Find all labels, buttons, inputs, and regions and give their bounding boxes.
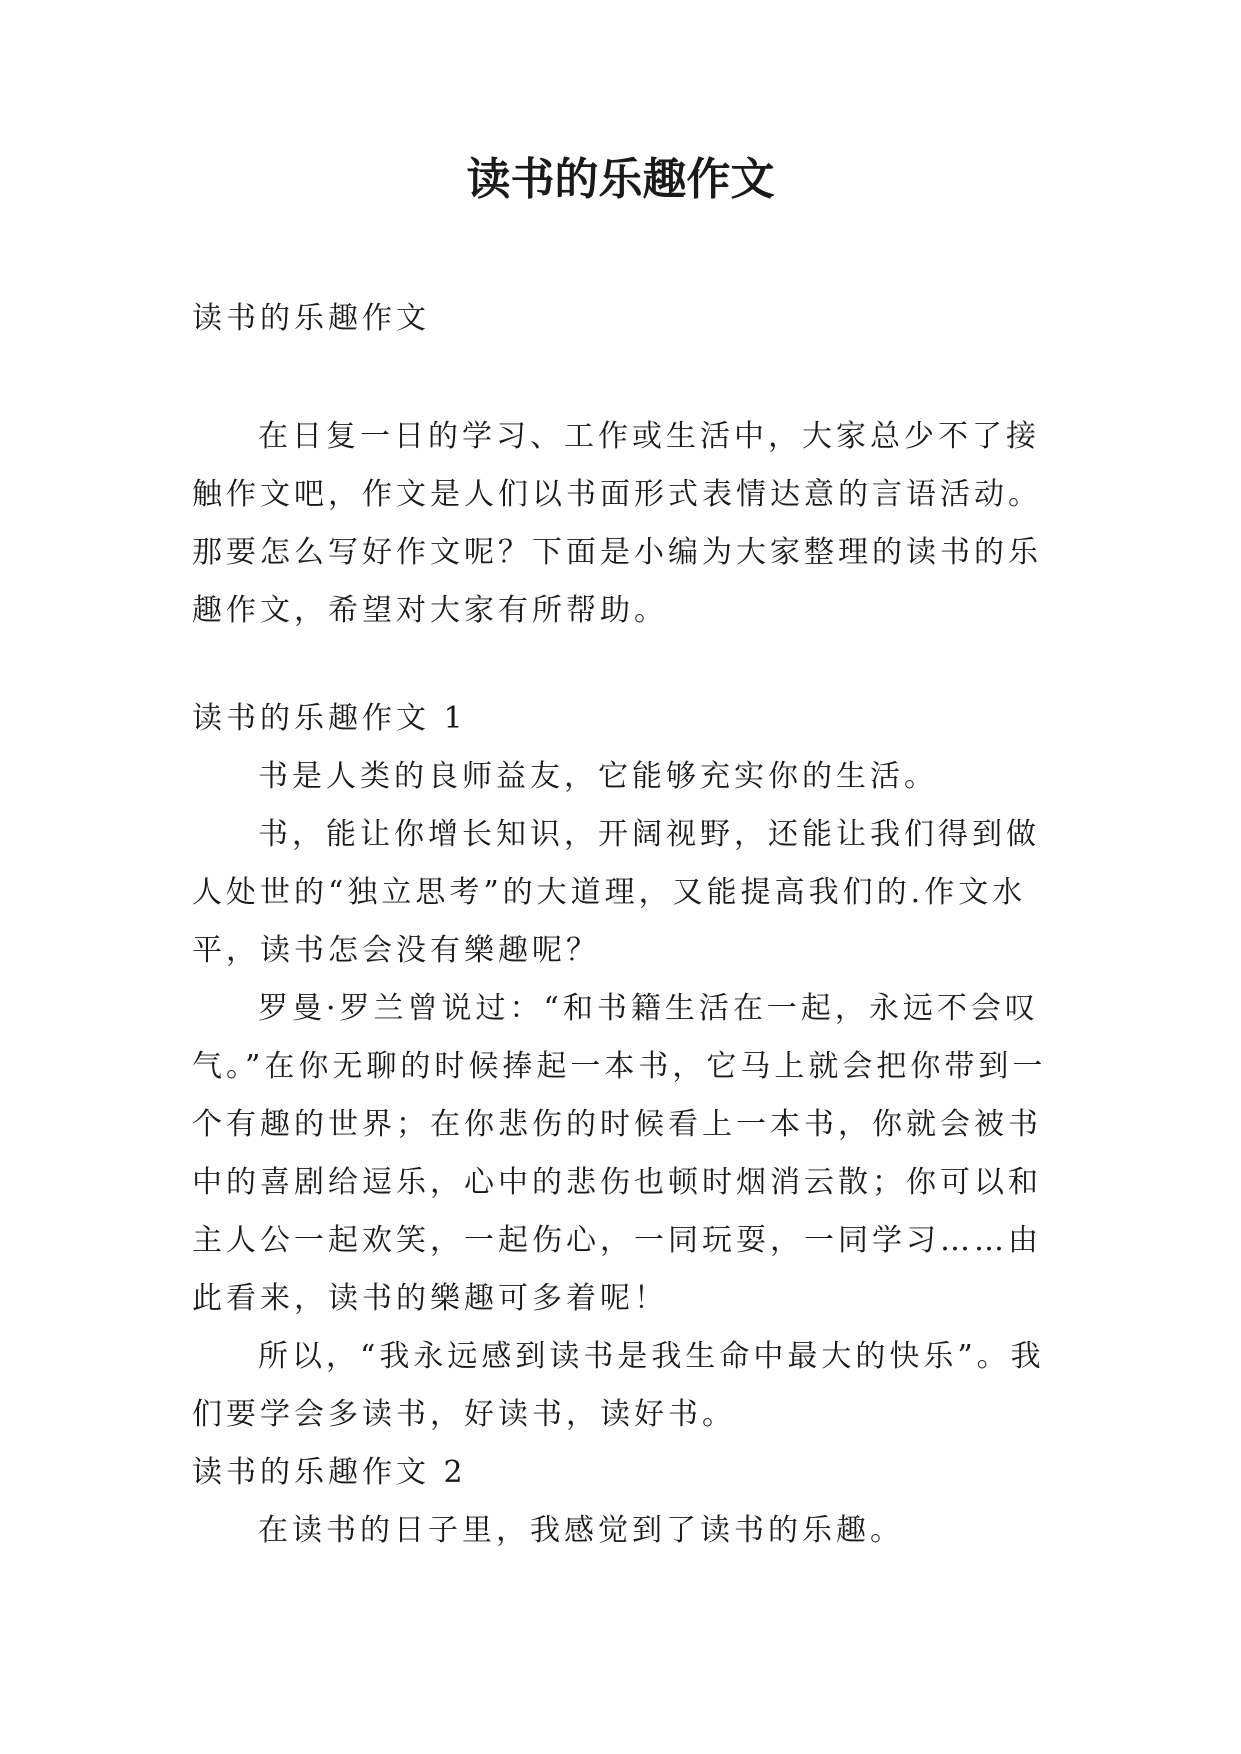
essay-2-paragraph-1: 在读书的日子里，我感觉到了读书的乐趣。 [258,1513,904,1548]
document-title: 读书的乐趣作文 [466,154,775,205]
document-body [192,290,1060,1560]
essay-1-paragraph-4: 所以，“我永远感到读书是我生命中最大的快乐”。我们要学会多读书，好读书，读好书。 [192,1339,1045,1432]
essay-2-heading: 读书的乐趣作文 2 [192,1455,467,1490]
essay-1-paragraph-3: 罗曼·罗兰曾说过：“和书籍生活在一起，永远不会叹气。”在你无聊的时候捧起一本书，它马上就会把你带到一个有趣的世界；在你悲伤的时候看上一本书，你就会被书中的喜剧给逗乐，心中的悲伤也顿时烟消云散；你可以和主人公一起欢笑，一起伤心，一同玩耍，一同学习……由此看来，读书的樂趣可多着呢！ [192,991,1047,1316]
essay-1-paragraph-2: 书，能让你增长知识，开阔视野，还能让我们得到做人处世的“独立思考”的大道理，又能提高我们的.作文水平，读书怎会没有樂趣呢？ [192,817,1040,968]
document-subtitle: 读书的乐趣作文 [192,301,430,336]
essay-1-paragraph-1: 书是人类的良师益友，它能够充实你的生活。 [258,759,938,794]
intro-paragraph: 在日复一日的学习、工作或生活中，大家总少不了接触作文吧，作文是人们以书面形式表情达意的言语活动。那要怎么写好作文呢？下面是小编为大家整理的读书的乐趣作文，希望对大家有所帮助。 [192,419,1042,628]
essay-1-heading: 读书的乐趣作文 1 [192,701,467,736]
